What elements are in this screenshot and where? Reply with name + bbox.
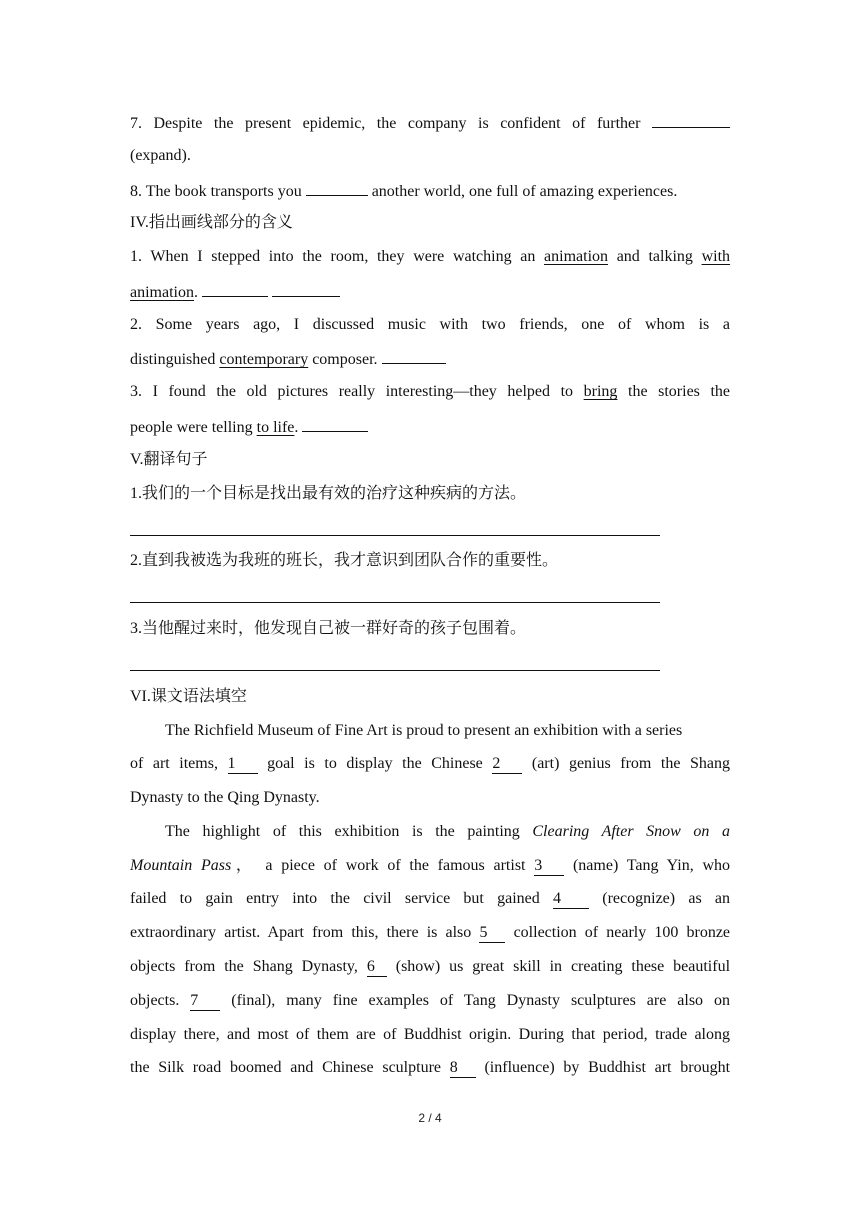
p2-line2: [130, 856, 730, 876]
text: 3. I found the old pictures really interesting—they helped to: [130, 383, 574, 400]
text: .: [193, 284, 198, 301]
p2-line6: [130, 991, 730, 1011]
q8-text-after: another world, one full of amazing experiences.: [371, 183, 678, 200]
underlined-word: bring: [583, 383, 618, 400]
text: composer.: [312, 351, 378, 368]
blank-number[interactable]: 7: [190, 992, 220, 1011]
p2-line7: display there, and most of them are of Buddhist origin. During that period, trade along: [130, 1026, 730, 1043]
painting-title: Mountain Pass: [130, 857, 232, 874]
underlined-word: animation: [544, 248, 609, 265]
q8-line: [130, 180, 730, 202]
blank-number[interactable]: 3: [534, 857, 564, 876]
text: (name) Tang Yin, who: [572, 857, 731, 874]
q7-line2: (expand).: [130, 147, 191, 164]
q7-text: 7. Despite the present epidemic, the company is confident of further: [130, 115, 641, 132]
translate-item-1: 1.我们的一个目标是找出最有效的治疗这种疾病的方法。: [130, 485, 527, 502]
underlined-word: contemporary: [219, 351, 309, 368]
section-heading: V.翻译句子: [130, 451, 208, 468]
translate-item-3: 3.当他醒过来时，他发现自己被一群好奇的孩子包围着。: [130, 620, 527, 637]
p2-line8: [130, 1058, 730, 1078]
text: the Silk road boomed and Chinese sculpture: [130, 1059, 441, 1076]
p2-line5: [130, 957, 730, 977]
underlined-word: to life: [256, 419, 295, 436]
s4-item3-line1: [130, 382, 730, 402]
text: .: [294, 419, 299, 436]
text: (final), many fine examples of Tang Dynasty sculptures are also on: [231, 992, 731, 1009]
s4-item1-line1: [130, 247, 730, 267]
text: extraordinary artist. Apart from this, there is also: [130, 924, 472, 941]
q8-text-before: 8. The book transports you: [130, 183, 302, 200]
blank-number[interactable]: 1: [228, 755, 258, 774]
q7-line1: [130, 112, 730, 134]
p1-line1: The Richfield Museum of Fine Art is proud to present an exhibition with a series: [165, 722, 683, 739]
answer-blank[interactable]: [382, 348, 446, 364]
answer-blank[interactable]: [306, 180, 368, 196]
text: collection of nearly 100 bronze: [513, 924, 731, 941]
text: failed to gain entry into the civil service but gained: [130, 890, 540, 907]
text: (show) us great skill in creating these beautiful: [395, 958, 731, 975]
s4-item2-line2: [130, 348, 730, 370]
text: (art) genius from the Shang: [531, 755, 731, 772]
answer-blank[interactable]: [272, 281, 340, 297]
blank-number[interactable]: 8: [450, 1059, 476, 1078]
p1-line2: [130, 754, 730, 774]
answer-line[interactable]: [130, 535, 660, 536]
section-heading: VI.课文语法填空: [130, 688, 247, 705]
text: people were telling: [130, 419, 253, 436]
p2-line1: [130, 822, 730, 842]
s4-item1-line2: [130, 281, 730, 303]
blank-number[interactable]: 6: [367, 958, 387, 977]
text: The highlight of this exhibition is the painting: [165, 823, 520, 840]
blank-number[interactable]: 5: [479, 924, 505, 943]
text: distinguished: [130, 351, 216, 368]
text: objects from the Shang Dynasty,: [130, 958, 358, 975]
answer-blank[interactable]: [652, 112, 730, 128]
section-heading: IV.指出画线部分的含义: [130, 214, 293, 231]
answer-line[interactable]: [130, 670, 660, 671]
text: of art items,: [130, 755, 218, 772]
text: (influence) by Buddhist art brought: [484, 1059, 731, 1076]
s4-item2-line1: 2. Some years ago, I discussed music with two friends, one of whom is a: [130, 316, 730, 333]
painting-title: Clearing After Snow on a: [532, 823, 731, 840]
blank-number[interactable]: 2: [492, 755, 522, 774]
blank-number[interactable]: 4: [553, 890, 589, 909]
p2-line4: [130, 923, 730, 943]
p1-line3: Dynasty to the Qing Dynasty.: [130, 789, 320, 806]
underlined-word: animation: [130, 284, 194, 301]
text: goal is to display the Chinese: [267, 755, 483, 772]
text: and talking: [616, 248, 693, 265]
text: the stories the: [628, 383, 731, 400]
underlined-word: with: [701, 248, 731, 265]
answer-line[interactable]: [130, 602, 660, 603]
translate-item-2: 2.直到我被选为我班的班长，我才意识到团队合作的重要性。: [130, 552, 559, 569]
s4-item3-line2: [130, 416, 730, 438]
page-number: 2 / 4: [418, 1111, 442, 1125]
text: objects.: [130, 992, 180, 1009]
text: 1. When I stepped into the room, they were watching an: [130, 248, 536, 265]
answer-blank[interactable]: [302, 416, 368, 432]
text: (recognize) as an: [602, 890, 731, 907]
p2-line3: [130, 889, 730, 909]
answer-blank[interactable]: [202, 281, 268, 297]
text: ， a piece of work of the famous artist: [231, 857, 526, 874]
